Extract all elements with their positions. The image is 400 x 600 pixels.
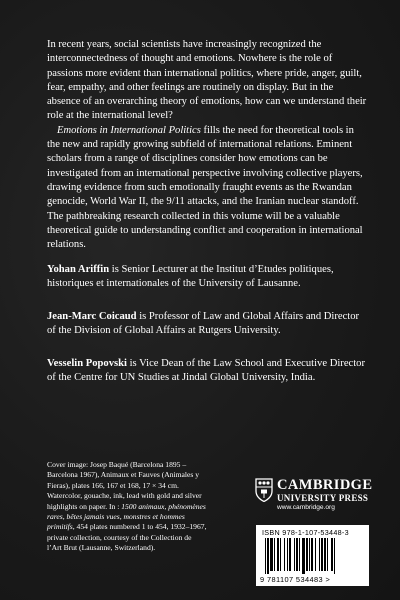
barcode-bar (296, 538, 298, 571)
barcode-bar (319, 538, 320, 571)
barcode-bar (331, 538, 333, 571)
credit-book-title: 1500 animaux, phénomènes rares, bêtes jamais vues, monstres et hommes primitifs (47, 501, 206, 532)
publisher-website: www.cambridge.org (277, 504, 335, 511)
barcode-bar (306, 538, 308, 571)
publisher-logo-block (255, 478, 375, 526)
author-name-3: Vesselin Popovski (47, 358, 127, 369)
credit-text-2: , 454 plates numbered 1 to 454, 1932–1967, private collection, courtesy of the Collection de l’Art Brut (Lausanne, Switzerland). (47, 522, 207, 553)
barcode-bar (277, 538, 279, 571)
author-description-3: is Vice Dean of the Law School and Executive Director of the Centre for UN Studies at Jindal Global University, India. (47, 358, 366, 384)
credit-text-1: Cover image: Josep Baqué (Barcelona 1895 – Barcelona 1967), Animaux et Fauves (Animales y Fieras), plates 166, 167 et 168, 17 × 34 cm. Watercolor, gouache, ink, lead with gold and silver highlights on paper. In : (47, 460, 202, 511)
barcode-bar (294, 538, 295, 571)
barcode-bar (280, 538, 281, 571)
cambridge-shield-icon (255, 478, 273, 502)
isbn-label: ISBN 978-1-107-53448-3 (262, 528, 349, 537)
barcode-bar (309, 538, 310, 571)
barcode-bar (321, 538, 323, 571)
barcode-bar (315, 538, 316, 571)
barcode-bar (274, 538, 275, 571)
barcode-digits: 9 781107 534483 > (260, 575, 331, 584)
barcode-bar (287, 538, 288, 571)
author-name-1: Yohan Ariffin (47, 264, 110, 275)
barcode-bar (270, 538, 273, 571)
author-description-2: is Professor of Law and Global Affairs and Director of the Division of Global Affairs at Rutgers University. (47, 311, 360, 337)
barcode-bar (284, 538, 285, 571)
book-title: Emotions in International Politics (57, 124, 201, 136)
barcode-bar (311, 538, 313, 571)
barcode-bar (302, 538, 305, 574)
author-bio-1 (47, 263, 367, 292)
publisher-press: UNIVERSITY PRESS (277, 493, 369, 503)
book-description (47, 38, 367, 252)
barcode-bar (334, 538, 335, 574)
description-paragraph-2-text: fills the need for theoretical tools in the new and rapidly growing subfield of international relations. Eminent scholars from a range of disciplines consider how emotions can be investigated from an international perspective involving collective players, drawing evidence from such emotionally fraught events as the Rwandan genocide, World War II, the 9/11 attacks, and the Iranian nuclear standoff. The pathbreaking research collected in this volume will be a valuable theoretical guide to understanding conflict and cooperation in international relations. (47, 124, 363, 251)
barcode-bar (289, 538, 291, 571)
barcode-bar (267, 538, 269, 574)
cover-image-credit (47, 460, 207, 554)
barcode-bar (327, 538, 328, 571)
publisher-name: CAMBRIDGE (277, 477, 373, 493)
author-description-1: is Senior Lecturer at the Institut d’Etudes politiques, historiques et internationales of the University of Lausanne. (47, 264, 334, 290)
barcode-bar (265, 538, 266, 574)
author-bio-3 (47, 357, 367, 386)
author-name-2: Jean-Marc Coicaud (47, 311, 137, 322)
description-paragraph-2 (47, 124, 367, 253)
barcode-bar (324, 538, 326, 571)
barcode-bar (299, 538, 300, 571)
description-paragraph-1: In recent years, social scientists have increasingly recognized the interconnectedness of thought and emotions. Nowhere is the role of passions more evident than international politics, where pride, anger, guilt, fear, empathy, and other feelings are routinely on display. But in the absence of an overarching theory of emotions, how can we understand their role at the international level? (47, 39, 367, 122)
isbn-barcode-box (256, 525, 369, 586)
barcode-icon (265, 538, 361, 574)
author-bio-2 (47, 310, 367, 339)
